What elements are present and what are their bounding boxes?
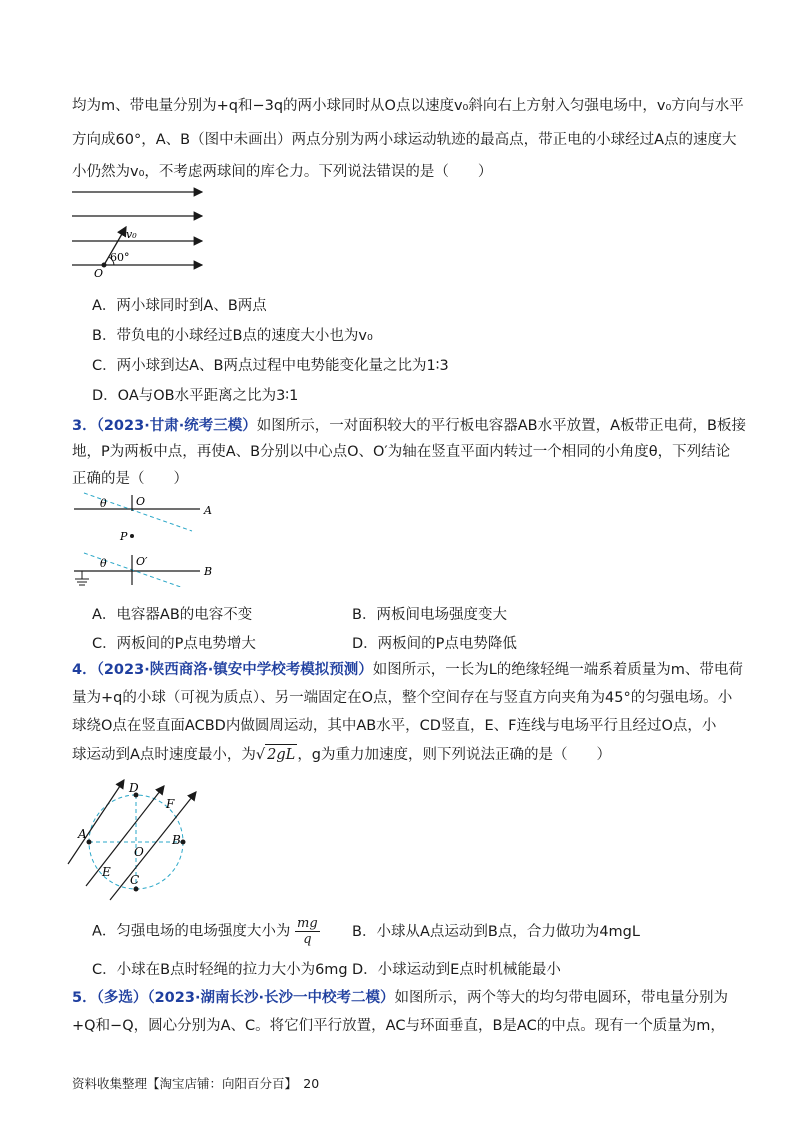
q2-field-diagram xyxy=(70,180,210,280)
a-label: A xyxy=(204,504,212,517)
q5-text-line-1 xyxy=(72,988,732,1008)
theta-label-1: θ xyxy=(100,497,107,510)
q3-capacitor-diagram xyxy=(70,487,230,587)
q2-option-c: C．两小球到达A、B两点过程中电势能变化量之比为1∶3 xyxy=(92,358,449,374)
e-label: E xyxy=(102,865,111,879)
p-label: P xyxy=(120,530,128,543)
f-label: F xyxy=(166,797,175,811)
q4-text-line-1 xyxy=(72,660,743,680)
q2-option-b: B．带负电的小球经过B点的速度大小也为v₀ xyxy=(92,328,373,344)
o-prime-label: O′ xyxy=(136,555,148,568)
q3-stem-1: 如图所示，一对面积较大的平行板电容器AB水平放置，A板带正电荷，B板接 xyxy=(256,418,746,434)
field-line-3 xyxy=(110,792,196,900)
q4-stem-1: 如图所示，一长为L的绝缘轻绳一端系着质量为m、带电荷 xyxy=(372,662,743,678)
q4-source: （2023·陕西商洛·镇安中学校考模拟预测） xyxy=(96,662,373,678)
a-label: A xyxy=(78,827,87,841)
q4-sqrt-value: 2gL xyxy=(265,744,297,765)
q5-source: （多选）（2023·湖南长沙·长沙一中校考二模） xyxy=(96,990,395,1006)
q4-text-line-2: 量为+q的小球（可视为质点）、另一端固定在O点，整个空间存在与竖直方向夹角为45°的匀强电场。小 xyxy=(72,690,733,706)
q4-number: 4． xyxy=(72,662,97,678)
b-label: B xyxy=(204,565,213,578)
q4-option-a-text: A．匀强电场的电场强度大小为 xyxy=(92,923,291,940)
page-footer: 资料收集整理【淘宝店铺：向阳百分百】 20 xyxy=(72,1076,320,1091)
v0-label: v₀ xyxy=(126,228,137,241)
field-line-2 xyxy=(86,786,164,886)
q2-text-line-2: 方向成60°，A、B（图中未画出）两点分别为两小球运动轨迹的最高点，带正电的小球经过A点的速度大 xyxy=(72,132,737,148)
q3-number: 3． xyxy=(72,418,97,434)
q4-option-b: B．小球从A点运动到B点，合力做功为4mgL xyxy=(352,924,640,940)
q2-text-line-3: 小仍然为v₀，不考虑两球间的库仑力。下列说法错误的是（ ） xyxy=(72,164,493,180)
point-c xyxy=(134,887,139,892)
d-label: D xyxy=(129,781,139,795)
q5-text-line-2: +Q和−Q，圆心分别为A、C。将它们平行放置，AC与环面垂直，B是AC的中点。现有一个质量为m， xyxy=(72,1018,725,1034)
q4-text-line-3: 球绕O点在竖直面ACBD内做圆周运动，其中AB水平，CD竖直，E、F连线与电场平行且经过O点，小 xyxy=(72,718,717,734)
q5-number: 5． xyxy=(72,990,97,1006)
c-label: C xyxy=(130,873,140,887)
q3-text-line-2: 地，P为两板中点，再使A、B分别以中心点O、O′为轴在竖直平面内转过一个相同的小角度θ，下列结论 xyxy=(72,444,731,460)
o-label: O xyxy=(136,495,146,508)
theta-label-2: θ xyxy=(100,557,107,570)
q3-source: （2023·甘肃·统考三模） xyxy=(96,418,257,434)
angle-label: 60° xyxy=(110,251,130,264)
q4-stem-4b: ，g为重力加速度，则下列说法正确的是（ ） xyxy=(297,747,612,763)
q4-text-line-4: 球运动到A点时速度最小，为√ 2gL ，g为重力加速度，则下列说法正确的是（ ） xyxy=(72,744,732,765)
q5-stem-1: 如图所示，两个等大的均匀带电圆环，带电量分别为 xyxy=(394,990,728,1006)
b-label: B xyxy=(172,833,181,847)
q4-option-d: D．小球运动到E点时机械能最小 xyxy=(352,962,561,978)
q3-text-line-3: 正确的是（ ） xyxy=(72,471,188,487)
q4-option-a xyxy=(92,916,320,947)
fraction-numerator: mg xyxy=(297,916,318,931)
field-line-1 xyxy=(68,780,124,864)
q4-option-a-fraction xyxy=(295,916,320,947)
q4-stem-4a: 球运动到A点时速度最小，为 xyxy=(72,747,256,763)
q3-option-b: B．两板间电场强度变大 xyxy=(352,607,507,623)
q3-option-d: D．两板间的P点电势降低 xyxy=(352,636,517,652)
q2-option-d: D．OA与OB水平距离之比为3∶1 xyxy=(92,388,299,404)
o-label: O xyxy=(94,267,104,280)
q4-circle-field-diagram xyxy=(66,776,216,906)
q2-text-line-1: 均为m、带电量分别为+q和−3q的两小球同时从O点以速度v₀斜向右上方射入匀强电场中，v₀方向与水平 xyxy=(72,98,744,114)
point-b xyxy=(181,840,186,845)
fraction-denominator: q xyxy=(303,932,312,947)
point-a xyxy=(87,840,92,845)
q3-text-line-1 xyxy=(72,416,746,436)
q3-option-c: C．两板间的P点电势增大 xyxy=(92,636,256,652)
o-label: O xyxy=(134,845,144,859)
p-dot xyxy=(130,534,134,538)
q4-option-c: C．小球在B点时轻绳的拉力大小为6mg xyxy=(92,962,348,978)
q3-option-a: A．电容器AB的电容不变 xyxy=(92,607,253,623)
q2-option-a: A．两小球同时到A、B两点 xyxy=(92,298,267,314)
